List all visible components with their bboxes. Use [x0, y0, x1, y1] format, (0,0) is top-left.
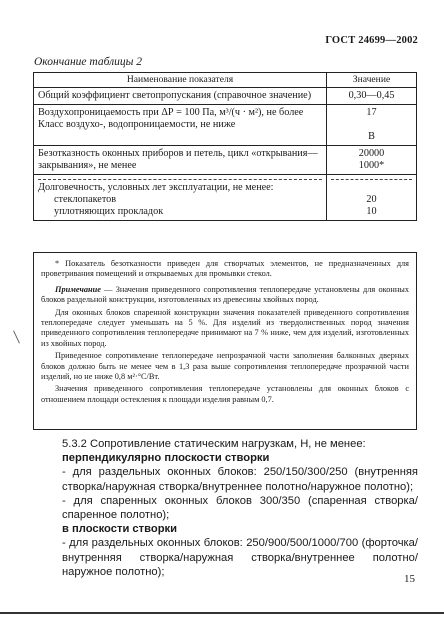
row-name: Воздухопроницаемость при ΔР = 100 Па, м³/(ч · м²), не более	[38, 107, 304, 118]
parameters-table	[33, 72, 417, 221]
row-value: В	[368, 131, 375, 142]
table-row	[34, 105, 417, 146]
notes-box	[33, 252, 417, 430]
note-label: Примечание	[55, 284, 101, 294]
list-item: - для раздельных оконных блоков: 250/900/500/1000/700 (форточка/внутренняя створка/наружная створка/внутреннее полотно/наружное полотно);	[62, 537, 418, 578]
table-row	[34, 88, 417, 105]
note-text: — Значения приведенного сопротивления теплопередаче установлены для оконных блоков раздельной конструкции, изготовленных из древесины хвойных пород.	[41, 284, 409, 305]
row-name: Класс воздухо-, водопроницаемости, не ниже	[38, 119, 236, 130]
subheading: в плоскости створки	[62, 523, 178, 536]
dashed-divider	[331, 179, 412, 180]
bottom-rule	[0, 612, 444, 614]
margin-mark	[13, 330, 20, 343]
note-paragraph: Для оконных блоков спаренной конструкции значения показателей приведенного сопротивления теплопередаче следует уменьшать на 5 %. Для изделий из твердолиственных пород значения приведенного сопротивления теплопередаче принимают на 7 % ниже, чем для изделий, изготовленных из хвойных пород.	[41, 307, 409, 348]
column-header-name: Наименование показателя	[34, 73, 327, 88]
list-item: - для спаренных оконных блоков 300/350 (спаренная створка/спаренное полотно);	[62, 494, 418, 522]
subheading: перпендикулярно плоскости створки	[62, 452, 270, 465]
note-paragraph	[41, 285, 409, 306]
note-paragraph: Приведенное сопротивление теплопередаче непрозрачной части заполнения балконных дверных блоков должно быть не менее чем в 1,3 раза выше сопротивления теплопередаче прозрачной части изделий, но не ниже 0,8 м²·°С/Вт.	[41, 351, 409, 382]
row-name: уплотняющих прокладок	[54, 206, 164, 217]
dashed-divider	[38, 179, 322, 180]
list-item: - для раздельных оконных блоков: 250/150/300/250 (внутренняя створка/наружная створка/внутреннее полотно/наружное полотно);	[62, 466, 418, 493]
table-row	[34, 146, 417, 175]
row-value: 10	[366, 206, 377, 217]
table-header-row	[34, 73, 417, 88]
table-caption: Окончание таблицы 2	[34, 56, 142, 68]
table-row	[34, 175, 417, 221]
row-name: Общий коэффициент светопропускания (справочное значение)	[34, 88, 327, 105]
row-name: стеклопакетов	[54, 194, 117, 205]
standard-header: ГОСТ 24699—2002	[325, 35, 418, 46]
note-paragraph: Значения приведенного сопротивления теплопередаче установлены для оконных блоков с отношением площади остекления к площади изделия равным 0,7.	[41, 384, 409, 404]
page-number: 15	[404, 573, 415, 585]
clause-heading: 5.3.2 Сопротивление статическим нагрузкам, Н, не менее:	[62, 438, 366, 450]
footnote: * Показатель безотказности приведен для створчатых элементов, не предназначенных для проветривания помещений и открываемых для промывки стекол.	[41, 259, 409, 279]
row-name: Долговечность, условных лет эксплуатации, не менее:	[38, 182, 274, 193]
column-header-value: Значение	[327, 73, 417, 88]
row-value: 1000*	[358, 160, 385, 171]
body-text	[62, 437, 418, 579]
row-value: 20	[366, 194, 377, 205]
row-value: 20000	[358, 148, 385, 159]
row-value: 0,30—0,45	[327, 88, 417, 105]
row-name: Безотказность оконных приборов и петель, цикл «открывания—закрывания», не менее	[34, 146, 327, 175]
row-value: 17	[366, 107, 377, 118]
